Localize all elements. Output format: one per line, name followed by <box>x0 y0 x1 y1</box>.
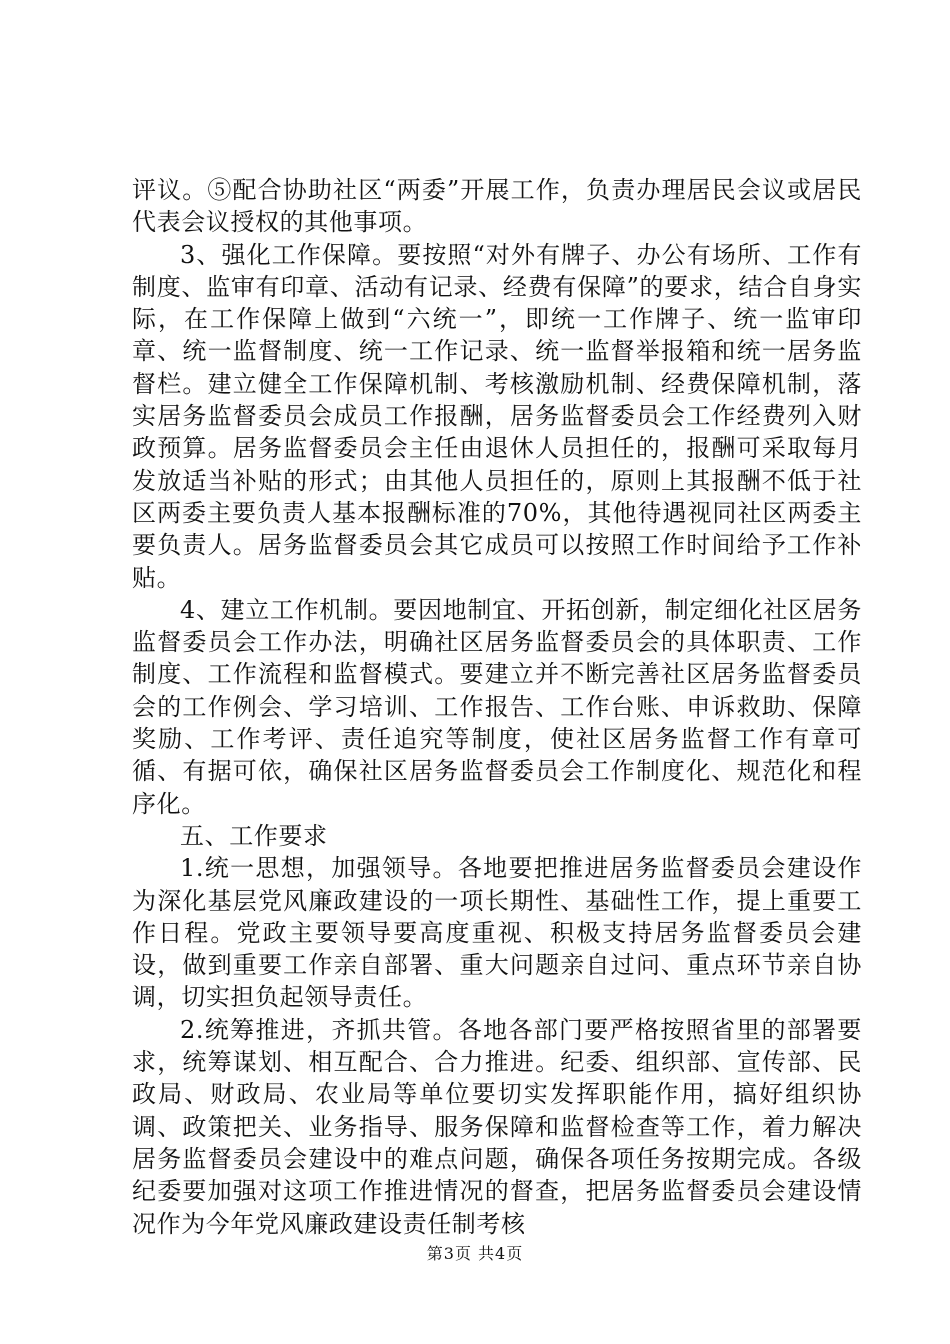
paragraph-coordinated-promotion: 2.统筹推进，齐抓共管。各地各部门要严格按照省里的部署要求，统筹谋划、相互配合、合力推进。纪委、组织部、宣传部、民政局、财政局、农业局等单位要切实发挥职能作用，搞好组织协调、政策把关、业务指导、服务保障和监督检查等工作，着力解决居务监督委员会建设中的难点问题，确保各项任务按期完成。各级纪委要加强对这项工作推进情况的督查，把居务监督委员会建设情况作为今年党风廉政建设责任制考核 <box>132 1015 862 1238</box>
paragraph-continuation: 评议。⑤配合协助社区“两委”开展工作，负责办理居民会议或居民代表会议授权的其他事项。 <box>132 176 862 237</box>
page-number-footer: 第3页 共4页 <box>426 1244 524 1263</box>
section-heading-work-requirements: 五、工作要求 <box>180 821 328 850</box>
paragraph-work-guarantee: 3、强化工作保障。要按照“对外有牌子、办公有场所、工作有制度、监审有印章、活动有记录、经费有保障”的要求，结合自身实际，在工作保障上做到“六统一”，即统一工作牌子、统一监审印章、统一监督制度、统一工作记录、统一监督举报箱和统一居务监督栏。建立健全工作保障机制、考核激励机制、经费保障机制，落实居务监督委员会成员工作报酬，居务监督委员会工作经费列入财政预算。居务监督委员会主任由退休人员担任的，报酬可采取每月发放适当补贴的形式；由其他人员担任的，原则上其报酬不低于社区两委主要负责人基本报酬标准的70%，其他待遇视同社区两委主要负责人。居务监督委员会其它成员可以按照工作时间给予工作补贴。 <box>132 240 862 592</box>
paragraph-work-mechanism: 4、建立工作机制。要因地制宜、开拓创新，制定细化社区居务监督委员会工作办法，明确社区居务监督委员会的具体职责、工作制度、工作流程和监督模式。要建立并不断完善社区居务监督委员会的工作例会、学习培训、工作报告、工作台账、申诉救助、保障奖励、工作考评、责任追究等制度，使社区居务监督工作有章可循、有据可依，确保社区居务监督委员会工作制度化、规范化和程序化。 <box>132 595 862 818</box>
paragraph-unify-thinking: 1.统一思想，加强领导。各地要把推进居务监督委员会建设作为深化基层党风廉政建设的一项长期性、基础性工作，提上重要工作日程。党政主要领导要高度重视、积极支持居务监督委员会建设，做到重要工作亲自部署、重大问题亲自过问、重点环节亲自协调，切实担负起领导责任。 <box>132 854 862 1012</box>
document-body <box>132 174 862 1240</box>
